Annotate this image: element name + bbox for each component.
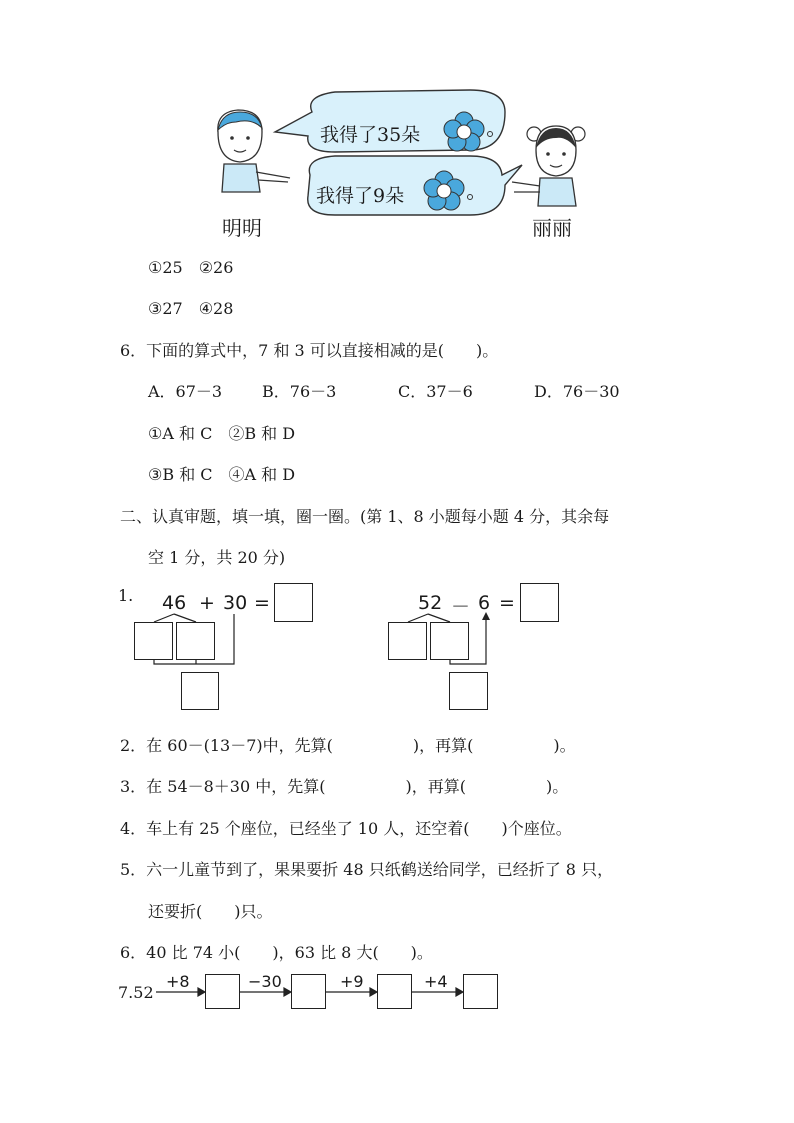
answer-box[interactable] bbox=[463, 974, 498, 1009]
girl-speech: 我得了9朵 bbox=[316, 185, 405, 207]
q1-right-eq: = bbox=[499, 592, 515, 614]
boy-speech: 我得了35朵 bbox=[320, 124, 421, 146]
q6-section2: 6．40 比 74 小( )，63 比 8 大( )。 bbox=[120, 943, 433, 962]
q1-right-b: 6 bbox=[478, 592, 491, 614]
answer-box[interactable] bbox=[205, 974, 240, 1009]
q1-left-op: + bbox=[199, 592, 215, 614]
q1-right-op: － bbox=[451, 596, 471, 618]
section2-title-line2: 空 1 分，共 20 分) bbox=[148, 548, 286, 567]
q5-options-row1: ①25 ②26 bbox=[148, 258, 234, 277]
q1-left-eq: = bbox=[254, 592, 270, 614]
q6-choice-d: D．76－30 bbox=[534, 382, 620, 401]
q6-choice-b: B．76－3 bbox=[262, 382, 337, 401]
q1-right-a: 52 bbox=[418, 592, 443, 614]
q7-prefix: 7.52 bbox=[118, 983, 154, 1002]
q1-label: 1. bbox=[118, 586, 134, 605]
q6-options-row2: ③B 和 C ④A 和 D bbox=[148, 465, 296, 484]
q6-choice-a: A．67－3 bbox=[148, 382, 223, 401]
section2-title-line1: 二、认真审题，填一填，圈一圈。(第 1、8 小题每小题 4 分，其余每 bbox=[120, 507, 610, 526]
q4: 4．车上有 25 个座位，已经坐了 10 人，还空着( )个座位。 bbox=[120, 819, 572, 838]
q7-step-4: +4 bbox=[424, 972, 448, 991]
answer-box[interactable] bbox=[377, 974, 412, 1009]
answer-box[interactable] bbox=[291, 974, 326, 1009]
girl-name: 丽丽 bbox=[532, 216, 572, 240]
q5-line2: 还要折( )只。 bbox=[148, 902, 273, 921]
boy-name: 明明 bbox=[222, 216, 262, 240]
q2: 2．在 60－(13－7)中，先算( )，再算( )。 bbox=[120, 736, 576, 755]
q3: 3．在 54－8＋30 中，先算( )，再算( )。 bbox=[120, 777, 569, 796]
q6-stem: 6．下面的算式中，7 和 3 可以直接相减的是( )。 bbox=[120, 341, 499, 360]
q5-options-row2: ③27 ④28 bbox=[148, 299, 234, 318]
q7-step-2: −30 bbox=[248, 972, 282, 991]
q1-left-a: 46 bbox=[162, 592, 187, 614]
q6-choice-c: C．37－6 bbox=[398, 382, 473, 401]
q7-step-3: +9 bbox=[340, 972, 364, 991]
q5-line1: 5．六一儿童节到了，果果要折 48 只纸鹤送给同学，已经折了 8 只， bbox=[120, 860, 614, 879]
q7-step-1: +8 bbox=[166, 972, 190, 991]
q1-left-b: 30 bbox=[223, 592, 248, 614]
q6-options-row1: ①A 和 C ②B 和 D bbox=[148, 424, 296, 443]
